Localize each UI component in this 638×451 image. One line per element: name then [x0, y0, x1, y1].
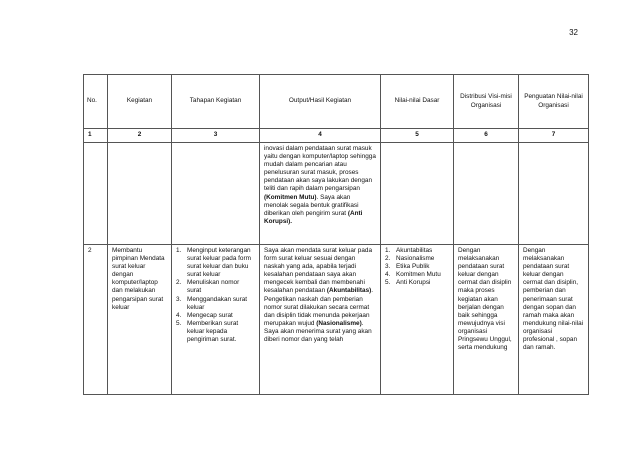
- nilai-list: [385, 247, 449, 287]
- list-item: 1. Menginput keterangan surat keluar pada form surat keluar dan buku surat keluar: [176, 247, 251, 279]
- tahapan-list: [176, 247, 255, 344]
- page-number: 32: [569, 28, 578, 37]
- row2-bold-akuntabilitas: (Akuntabilitas): [326, 287, 372, 295]
- row2-output: Saya akan mendata surat keluar pada form surat keluar sesuai dengan naskah yang ada, apabila terjadi kesalahan pendataan saya akan mengecek kembali dan membenahi kesalahan pendataan (Akuntabilitas). Pengetikan naskah dan pemberian nomor surat dilakukan secara cermat dan disiplin tidak menunda pekerjaan merupakan wujud (Nasionalisme). Saya akan menerima surat yang akan diberi nomor dan yang telah: [260, 245, 381, 395]
- column-number-row: [84, 129, 589, 143]
- list-item: 1. Akuntabilitas: [385, 247, 433, 254]
- col-num-3: 3: [172, 129, 260, 143]
- row1-kegiatan: [108, 143, 172, 245]
- row1-bold-antikorupsi: (Anti Korupsi).: [264, 209, 363, 225]
- list-item: 4. Mengecap surat: [176, 311, 233, 319]
- list-item: 5. Anti Korupsi: [385, 279, 431, 287]
- row2-tahapan: [172, 245, 260, 395]
- row1-bold-komitmen: (Komitmen Mutu): [264, 193, 317, 201]
- header-tahapan: Tahapan Kegiatan: [172, 75, 260, 129]
- header-output: Output/Hasil Kegiatan: [260, 75, 381, 129]
- row2-kegiatan: Membantu pimpinan Mendata surat keluar dengan komputer/laptop dan melakukan pengarsipan surat keluar: [108, 245, 172, 395]
- header-kegiatan: Kegiatan: [108, 75, 172, 129]
- table-row: [84, 245, 589, 395]
- list-item: 5. Memberikan surat keluar kepada pengiriman surat.: [176, 319, 239, 344]
- row2-distribusi: Dengan melaksanakan pendataan surat keluar dengan cermat dan disiplin maka proses kegiatan akan berjalan dengan baik sehingga mewujudnya visi organisasi Pringsewu Unggul, serta mendukung: [454, 245, 519, 395]
- header-penguatan: Penguatan Nilai-nilai Organisasi: [519, 75, 589, 129]
- list-item: 3. Etika Publik: [385, 263, 430, 271]
- row2-penguatan: Dengan melaksanakan pendataan surat keluar dengan cermat dan disiplin, pemberian dan penerimaan surat dengan sopan dan ramah maka akan mendukung nilai-nilai organisasi profesional , sopan dan ramah.: [519, 245, 589, 395]
- col-num-5: 5: [381, 129, 454, 143]
- row2-bold-nasionalisme: (Nasionalisme): [316, 319, 362, 327]
- row1-distribusi: [454, 143, 519, 245]
- col-num-1: 1: [84, 129, 108, 143]
- list-item: 3. Menggandakan surat keluar: [176, 295, 248, 311]
- header-distribusi: Distribusi Visi-misi Organisasi: [454, 75, 519, 129]
- list-item: 4. Komitmen Mutu: [385, 271, 441, 279]
- row2-no: 2: [84, 245, 108, 395]
- header-nilai: Nilai-nilai Dasar: [381, 75, 454, 129]
- col-num-6: 6: [454, 129, 519, 143]
- row1-nilai: [381, 143, 454, 245]
- row1-tahapan: [172, 143, 260, 245]
- col-num-4: 4: [260, 129, 381, 143]
- header-no: No.: [84, 75, 108, 129]
- row1-output: inovasi dalam pendataan surat masuk yaitu dengan komputer/laptop sehingga mudah dalam pencarian atau penelusuran surat masuk, proses pendataan akan saya lakukan dengan teliti dan rapih dalam pengarsipan (Komitmen Mutu). Saya akan menolak segala bentuk gratifikasi diberikan oleh pengirim surat (Anti Korupsi).: [260, 143, 381, 245]
- row1-penguatan: [519, 143, 589, 245]
- table-row: [84, 143, 589, 245]
- header-row: [84, 75, 589, 129]
- col-num-7: 7: [519, 129, 589, 143]
- row1-no: [84, 143, 108, 245]
- activity-table: [83, 74, 589, 395]
- row2-nilai: [381, 245, 454, 395]
- col-num-2: 2: [108, 129, 172, 143]
- list-item: 2. Nasionalisme: [385, 255, 435, 263]
- list-item: 2. Menuliskan nomor surat: [176, 279, 240, 295]
